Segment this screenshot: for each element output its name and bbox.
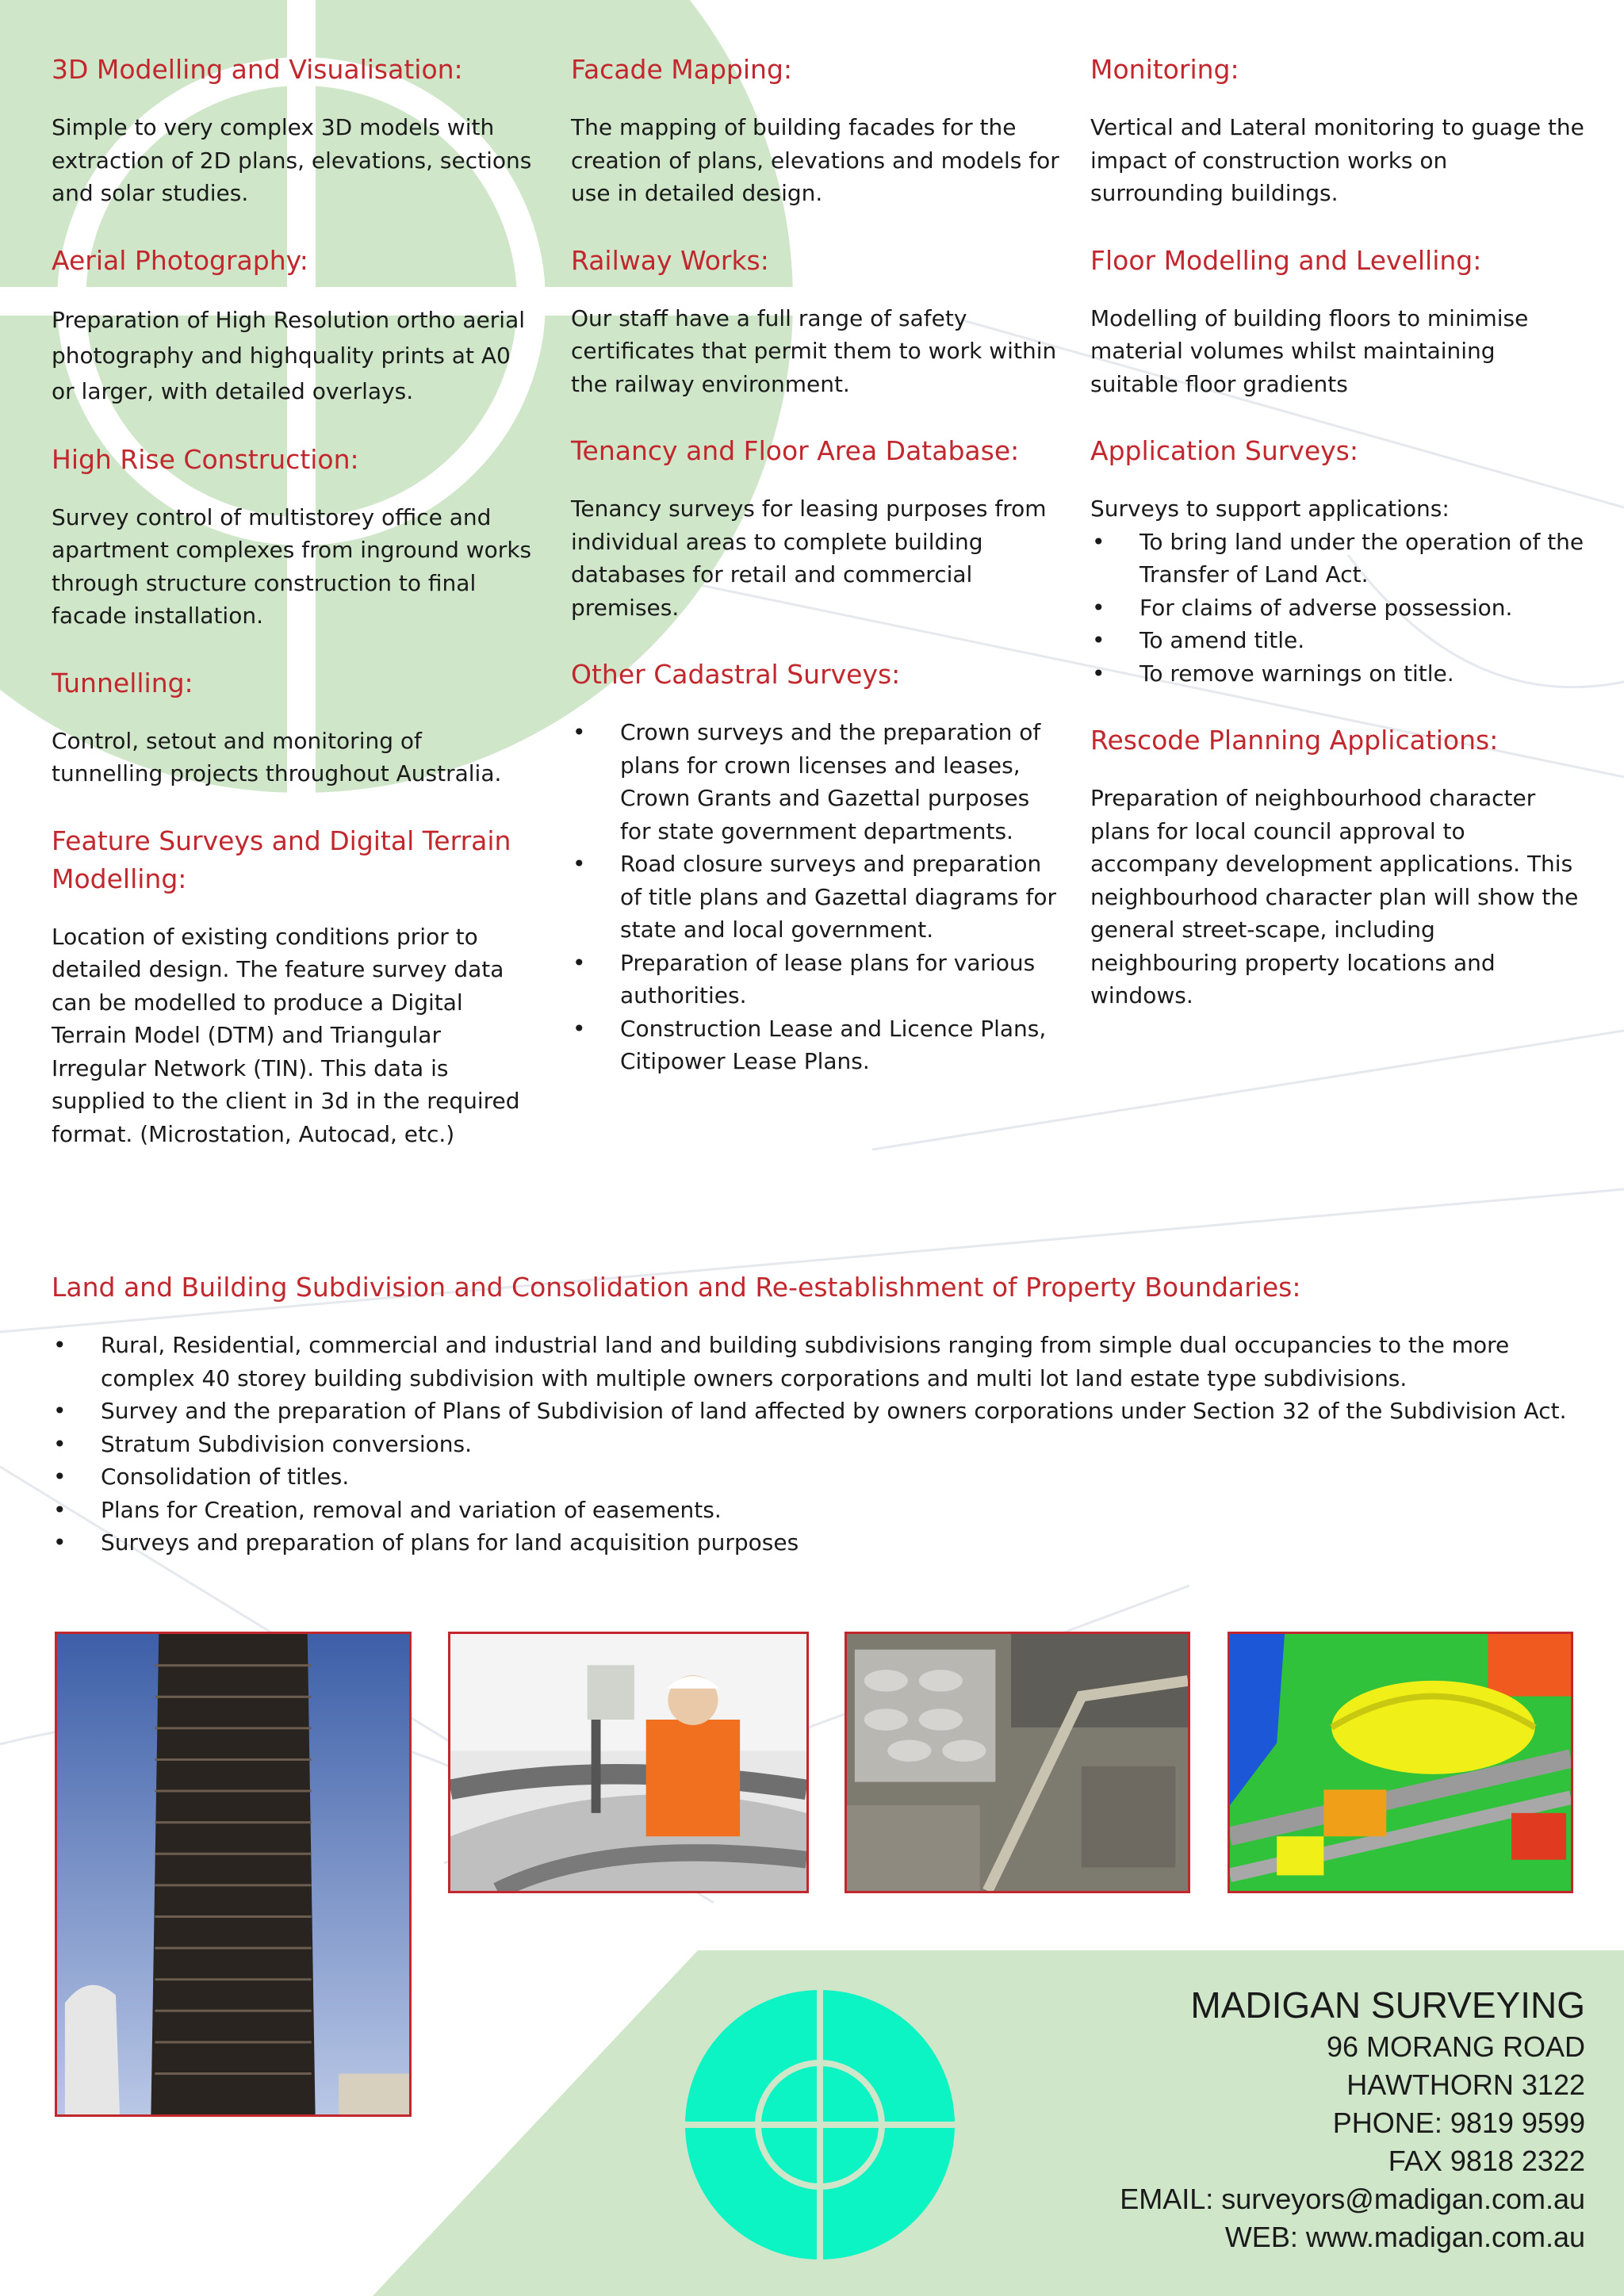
phone-number: PHONE: 9819 9599	[1332, 2107, 1585, 2139]
list-land-subdivision	[52, 1329, 1582, 1559]
list-application	[1090, 526, 1586, 691]
column-right	[1090, 51, 1586, 1044]
list-item: • Construction Lease and Licence Plans, Citipower Lease Plans.	[571, 1012, 1063, 1078]
text-monitoring: Vertical and Lateral monitoring to guage the impact of construction works on surrounding buildings.	[1090, 114, 1584, 206]
address-line-2: HAWTHORN 3122	[1346, 2068, 1585, 2101]
contact-block	[1120, 1982, 1585, 2256]
high-rise-tower-photo	[55, 1632, 412, 2117]
text-feature-surveys: Location of existing conditions prior to detailed design. The feature survey data can be modelled to produce a Digital Terrain Model (DTM) and Triangular Irregular Network (TIN). This data is supplied to the client in 3d in the required format. (Microstation, Autocad, etc.)	[52, 923, 520, 1147]
heading-railway-works: Railway Works:	[571, 244, 769, 276]
heading-floor-modelling: Floor Modelling and Levelling:	[1090, 244, 1482, 276]
heading-rescode: Rescode Planning Applications:	[1090, 725, 1499, 756]
list-item: • For claims of adverse possession.	[1090, 591, 1586, 625]
text-tunnelling: Control, setout and monitoring of tunnelling projects throughout Australia.	[52, 727, 502, 786]
text-floor-modelling: Modelling of building floors to minimise material volumes whilst maintaining suitable floor gradients	[1090, 304, 1529, 397]
heading-aerial-photography: Aerial Photography:	[52, 244, 308, 276]
text-3d-modelling: Simple to very complex 3D models with extraction of 2D plans, elevations, sections and solar studies.	[52, 114, 532, 206]
heading-cadastral: Other Cadastral Surveys:	[571, 659, 901, 690]
column-left	[52, 51, 535, 1182]
fax-number: FAX 9818 2322	[1388, 2145, 1585, 2177]
list-item: • To remove warnings on title.	[1090, 657, 1586, 691]
heading-high-rise: High Rise Construction:	[52, 443, 359, 475]
list-item: • Crown surveys and the preparation of plans for crown licenses and leases, Crown Grants and Gazettal purposes for state government departments.	[571, 716, 1063, 848]
heading-monitoring: Monitoring:	[1090, 54, 1239, 85]
heading-tunnelling: Tunnelling:	[52, 667, 193, 698]
surveyor-with-instrument-photo	[448, 1632, 809, 1893]
text-rescode: Preparation of neighbourhood character plans for local council approval to accompany development applications. This neighbourhood character plan will show the general street-scape, including neighbouring property locations and windows.	[1090, 785, 1579, 1008]
text-high-rise: Survey control of multistorey office and apartment complexes from inground works through structure construction to final facade installation.	[52, 503, 532, 629]
text-railway-works: Our staff have a full range of safety certificates that permit them to work within the railway environment.	[571, 304, 1057, 397]
column-middle	[571, 51, 1063, 1110]
address-line-1: 96 MORANG ROAD	[1326, 2030, 1585, 2063]
list-item: • Road closure surveys and preparation of title plans and Gazettal diagrams for state and local government.	[571, 848, 1063, 947]
text-application-intro: Surveys to support applications:	[1090, 496, 1450, 522]
aerial-photo	[845, 1632, 1190, 1893]
heading-3d-modelling: 3D Modelling and Visualisation:	[52, 54, 463, 85]
text-aerial-photography: Preparation of High Resolution ortho aerial photography and highquality prints at A0 or larger, with detailed overlays.	[52, 306, 526, 404]
list-item: • Consolidation of titles.	[52, 1460, 1582, 1494]
text-tenancy: Tenancy surveys for leasing purposes from individual areas to complete building databases for retail and commercial premises.	[571, 496, 1047, 621]
list-cadastral	[571, 716, 1063, 1078]
madigan-logo-icon	[684, 1988, 956, 2261]
email-address[interactable]: EMAIL: surveyors@madigan.com.au	[1120, 2183, 1585, 2215]
text-facade-mapping: The mapping of building facades for the creation of plans, elevations and models for use in detailed design.	[571, 114, 1059, 206]
heading-application-surveys: Application Surveys:	[1090, 435, 1358, 466]
company-name: MADIGAN SURVEYING	[1190, 1984, 1585, 2026]
list-item: • Plans for Creation, removal and variation of easements.	[52, 1494, 1582, 1527]
list-item: • Survey and the preparation of Plans of Subdivision of land affected by owners corporations under Section 32 of the Subdivision Act.	[52, 1395, 1582, 1428]
heading-tenancy: Tenancy and Floor Area Database:	[571, 435, 1020, 466]
website-link[interactable]: WEB: www.madigan.com.au	[1224, 2221, 1585, 2253]
list-item: • To amend title.	[1090, 624, 1586, 657]
list-item: • Surveys and preparation of plans for land acquisition purposes	[52, 1526, 1582, 1559]
heading-land-subdivision: Land and Building Subdivision and Consolidation and Re-establishment of Property Boundaries:	[52, 1272, 1301, 1303]
list-item: • Stratum Subdivision conversions.	[52, 1428, 1582, 1461]
list-item: • To bring land under the operation of the Transfer of Land Act.	[1090, 526, 1586, 591]
3d-model-render	[1228, 1632, 1573, 1893]
heading-facade-mapping: Facade Mapping:	[571, 54, 793, 85]
heading-feature-surveys: Feature Surveys and Digital Terrain Modelling:	[52, 825, 511, 894]
section-land-subdivision	[52, 1269, 1582, 1591]
list-item: • Rural, Residential, commercial and industrial land and building subdivisions ranging from simple dual occupancies to the more complex 40 storey building subdivision with multiple owners corporations and multi lot land estate type subdivisions.	[52, 1329, 1582, 1395]
list-item: • Preparation of lease plans for various authorities.	[571, 947, 1063, 1012]
